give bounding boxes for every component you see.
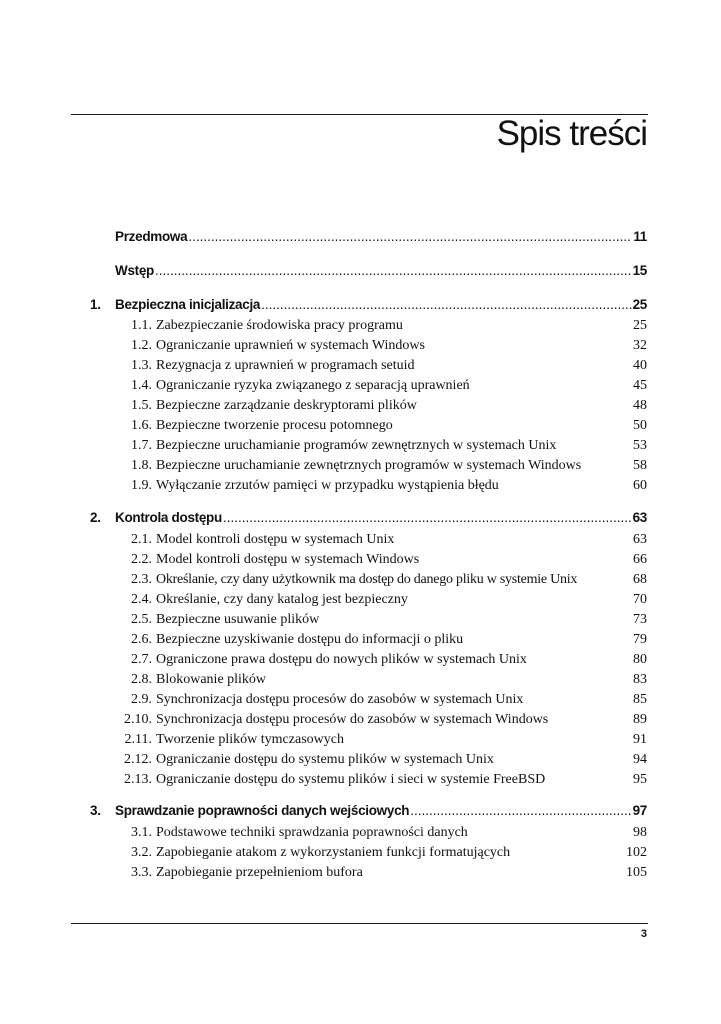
page-number: 3 [640,928,647,940]
section-title: Bezpieczne usuwanie plików [156,612,320,627]
toc-section[interactable] [115,612,647,631]
section-page: 94 [633,752,647,767]
section-title: Synchronizacja dostępu procesów do zasobów w systemach Windows [156,712,549,727]
toc-section[interactable] [115,845,647,864]
section-page: 25 [633,318,647,333]
toc-section[interactable] [115,552,647,571]
section-title: Model kontroli dostępu w systemach Windows [156,552,420,567]
section-title: Synchronizacja dostępu procesów do zasobów w systemach Unix [156,692,524,707]
toc-section[interactable] [115,438,647,457]
entry-title: Wstęp [115,263,155,278]
toc-section[interactable] [115,478,647,497]
section-page: 68 [633,572,647,587]
section-title: Blokowanie plików [156,672,267,687]
section-page: 45 [633,378,647,393]
dot-leader [223,510,632,525]
chapter-title: Bezpieczna inicjalizacja [115,297,261,312]
section-page: 73 [633,612,647,627]
section-number: 2.5. [131,612,152,627]
section-page: 70 [633,592,647,607]
chapter-title: Kontrola dostępu [115,510,222,525]
section-title: Wyłączanie zrzutów pamięci w przypadku wystąpienia błędu [156,478,499,493]
footer-rule [71,923,648,924]
section-title: Bezpieczne zarządzanie deskryptorami plików [156,398,417,413]
toc-section[interactable] [115,532,647,551]
section-page: 91 [633,732,647,747]
section-title: Rezygnacja z uprawnień w programach setuid [156,358,415,373]
section-title: Zabezpieczanie środowiska pracy programu [156,318,403,333]
chapter-number: 3. [90,803,101,818]
toc-entry-wstep[interactable] [90,263,647,283]
section-title: Ograniczanie ryzyka związanego z separacją uprawnień [156,378,470,393]
section-title: Ograniczanie dostępu do systemu plików i sieci w systemie FreeBSD [156,772,546,787]
section-page: 80 [633,652,647,667]
toc-chapter-1[interactable] [90,297,647,317]
chapter-title: Sprawdzanie poprawności danych wejściowych [115,803,410,818]
section-number: 2.1. [131,532,152,547]
chapter-number: 2. [90,510,101,525]
section-number: 2.12. [124,752,152,767]
section-title: Bezpieczne tworzenie procesu potomnego [156,418,393,433]
section-number: 1.4. [131,378,152,393]
section-page: 66 [633,552,647,567]
toc-section[interactable] [115,632,647,651]
toc-section[interactable] [115,652,647,671]
section-number: 1.6. [131,418,152,433]
section-title: Określanie, czy dany użytkownik ma dostęp do danego pliku w systemie Unix [156,572,578,587]
toc-section[interactable] [115,712,647,731]
toc-section[interactable] [115,572,647,591]
section-page: 60 [633,478,647,493]
section-page: 63 [633,532,647,547]
section-page: 50 [633,418,647,433]
section-page: 48 [633,398,647,413]
toc-chapter-3[interactable] [90,803,647,823]
toc-section[interactable] [115,825,647,844]
section-number: 2.4. [131,592,152,607]
section-number: 2.13. [124,772,152,787]
section-number: 2.8. [131,672,152,687]
section-number: 2.2. [131,552,152,567]
section-number: 2.10. [124,712,152,727]
section-page: 40 [633,358,647,373]
section-page: 105 [626,865,647,880]
section-page: 102 [626,845,647,860]
section-number: 3.1. [131,825,152,840]
toc-section[interactable] [115,418,647,437]
section-number: 1.3. [131,358,152,373]
section-number: 3.2. [131,845,152,860]
section-page: 32 [633,338,647,353]
section-number: 1.2. [131,338,152,353]
section-title: Model kontroli dostępu w systemach Unix [156,532,395,547]
section-number: 1.7. [131,438,152,453]
section-title: Ograniczanie dostępu do systemu plików w systemach Unix [156,752,494,767]
section-page: 89 [633,712,647,727]
section-title: Zapobieganie przepełnieniom bufora [156,865,363,880]
section-title: Ograniczanie uprawnień w systemach Windows [156,338,425,353]
section-title: Tworzenie plików tymczasowych [156,732,344,747]
dot-leader [155,263,632,278]
section-number: 1.9. [131,478,152,493]
toc-section[interactable] [115,692,647,711]
section-title: Podstawowe techniki sprawdzania poprawności danych [156,825,468,840]
section-title: Bezpieczne uruchamianie zewnętrznych programów w systemach Windows [156,458,582,473]
chapter-page: 25 [632,297,647,312]
toc-section[interactable] [115,752,647,771]
section-title: Ograniczone prawa dostępu do nowych plików w systemach Unix [156,652,527,667]
toc-section[interactable] [115,318,647,337]
toc-section[interactable] [115,772,647,791]
toc-section[interactable] [115,338,647,357]
section-page: 95 [633,772,647,787]
chapter-page: 97 [632,803,647,818]
section-page: 53 [633,438,647,453]
chapter-number: 1. [90,297,101,312]
section-page: 58 [633,458,647,473]
section-number: 1.5. [131,398,152,413]
section-page: 83 [633,672,647,687]
entry-page: 15 [632,263,647,278]
chapter-page: 63 [632,510,647,525]
section-number: 2.6. [131,632,152,647]
toc-section[interactable] [115,672,647,691]
toc-section[interactable] [115,865,647,884]
toc-entry-przedmowa[interactable] [90,229,647,249]
section-number: 2.9. [131,692,152,707]
dot-leader [261,297,631,312]
section-title: Zapobieganie atakom z wykorzystaniem funkcji formatujących [156,845,511,860]
entry-page: 11 [633,229,647,244]
dot-leader [410,803,631,818]
toc-section[interactable] [115,592,647,611]
toc-chapter-2[interactable] [90,510,647,530]
section-page: 98 [633,825,647,840]
toc-section[interactable] [115,378,647,397]
dot-leader [188,229,632,244]
section-number: 1.8. [131,458,152,473]
section-title: Bezpieczne uzyskiwanie dostępu do informacji o pliku [156,632,464,647]
toc-section[interactable] [115,732,647,751]
toc-section[interactable] [115,458,647,477]
section-title: Określanie, czy dany katalog jest bezpieczny [156,592,408,607]
section-title: Bezpieczne uruchamianie programów zewnętrznych w systemach Unix [156,438,557,453]
entry-title: Przedmowa [115,229,188,244]
section-number: 2.3. [131,572,152,587]
section-number: 2.11. [124,732,152,747]
section-number: 2.7. [131,652,152,667]
section-page: 85 [633,692,647,707]
section-page: 79 [633,632,647,647]
section-number: 1.1. [131,318,152,333]
section-number: 3.3. [131,865,152,880]
toc-section[interactable] [115,398,647,417]
page-title: Spis treści [496,114,647,153]
toc-section[interactable] [115,358,647,377]
